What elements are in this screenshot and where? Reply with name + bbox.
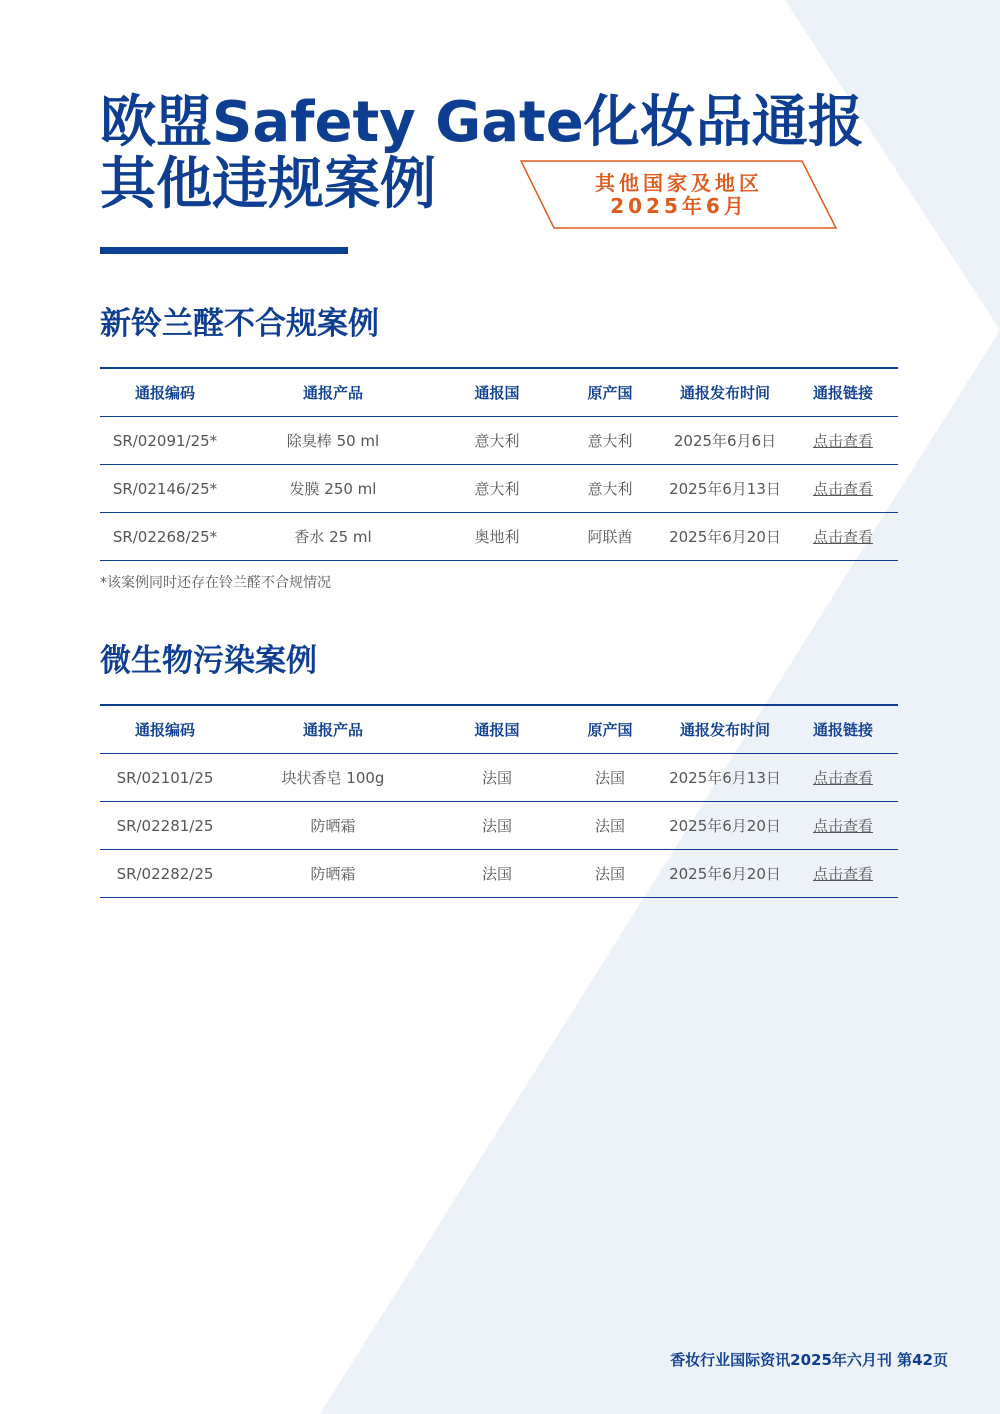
col-link: 通报链接 (788, 705, 898, 754)
badge-date: 2025年6月 (610, 194, 748, 218)
table-row (100, 754, 898, 802)
cell-code: SR/02101/25 (100, 754, 230, 802)
cell-date: 2025年6月6日 (662, 417, 788, 465)
title-line-2: 其他违规案例 (100, 152, 436, 217)
cell-date: 2025年6月20日 (662, 513, 788, 561)
cell-product: 防晒霜 (230, 850, 436, 898)
cell-product: 发膜 250 ml (230, 465, 436, 513)
table-row (100, 417, 898, 465)
cell-origin-country: 法国 (558, 802, 662, 850)
table-row (100, 465, 898, 513)
cell-product: 除臭棒 50 ml (230, 417, 436, 465)
cell-origin-country: 意大利 (558, 465, 662, 513)
cell-product: 块状香皂 100g (230, 754, 436, 802)
col-product: 通报产品 (230, 368, 436, 417)
col-notifying-country: 通报国 (436, 368, 558, 417)
col-publish-date: 通报发布时间 (662, 705, 788, 754)
table-header-row (100, 705, 898, 754)
table-row (100, 513, 898, 561)
title-underline (100, 247, 348, 254)
cell-notifying-country: 奥地利 (436, 513, 558, 561)
cell-date: 2025年6月13日 (662, 754, 788, 802)
cell-notifying-country: 法国 (436, 802, 558, 850)
cell-code: SR/02091/25* (100, 417, 230, 465)
view-link[interactable]: 点击查看 (788, 465, 898, 513)
view-link[interactable]: 点击查看 (788, 850, 898, 898)
cell-code: SR/02281/25 (100, 802, 230, 850)
col-notifying-country: 通报国 (436, 705, 558, 754)
cell-origin-country: 法国 (558, 754, 662, 802)
cell-origin-country: 意大利 (558, 417, 662, 465)
cell-notifying-country: 意大利 (436, 417, 558, 465)
lilial-footnote: *该案例同时还存在铃兰醛不合规情况 (100, 575, 331, 591)
cell-product: 香水 25 ml (230, 513, 436, 561)
cell-origin-country: 法国 (558, 850, 662, 898)
cell-notifying-country: 意大利 (436, 465, 558, 513)
col-publish-date: 通报发布时间 (662, 368, 788, 417)
col-link: 通报链接 (788, 368, 898, 417)
view-link[interactable]: 点击查看 (788, 417, 898, 465)
title-line-1: 欧盟Safety Gate化妆品通报 (100, 90, 864, 155)
table-row (100, 850, 898, 898)
view-link[interactable]: 点击查看 (788, 513, 898, 561)
cell-date: 2025年6月13日 (662, 465, 788, 513)
cell-notifying-country: 法国 (436, 850, 558, 898)
date-badge (520, 160, 838, 230)
view-link[interactable]: 点击查看 (788, 802, 898, 850)
col-product: 通报产品 (230, 705, 436, 754)
col-notification-code: 通报编码 (100, 705, 230, 754)
table-row (100, 802, 898, 850)
view-link[interactable]: 点击查看 (788, 754, 898, 802)
table-header-row (100, 368, 898, 417)
cell-code: SR/02146/25* (100, 465, 230, 513)
cell-date: 2025年6月20日 (662, 802, 788, 850)
col-notification-code: 通报编码 (100, 368, 230, 417)
badge-region: 其他国家及地区 (595, 171, 763, 195)
cell-code: SR/02282/25 (100, 850, 230, 898)
cell-notifying-country: 法国 (436, 754, 558, 802)
section-title-lilial: 新铃兰醛不合规案例 (100, 306, 379, 342)
cell-origin-country: 阿联酋 (558, 513, 662, 561)
microbial-cases-table (100, 704, 898, 898)
cell-date: 2025年6月20日 (662, 850, 788, 898)
cell-code: SR/02268/25* (100, 513, 230, 561)
section-title-microbial: 微生物污染案例 (100, 643, 317, 679)
col-origin-country: 原产国 (558, 705, 662, 754)
col-origin-country: 原产国 (558, 368, 662, 417)
page-footer: 香妆行业国际资讯2025年六月刊 第42页 (670, 1351, 948, 1369)
lilial-cases-table (100, 367, 898, 561)
cell-product: 防晒霜 (230, 802, 436, 850)
